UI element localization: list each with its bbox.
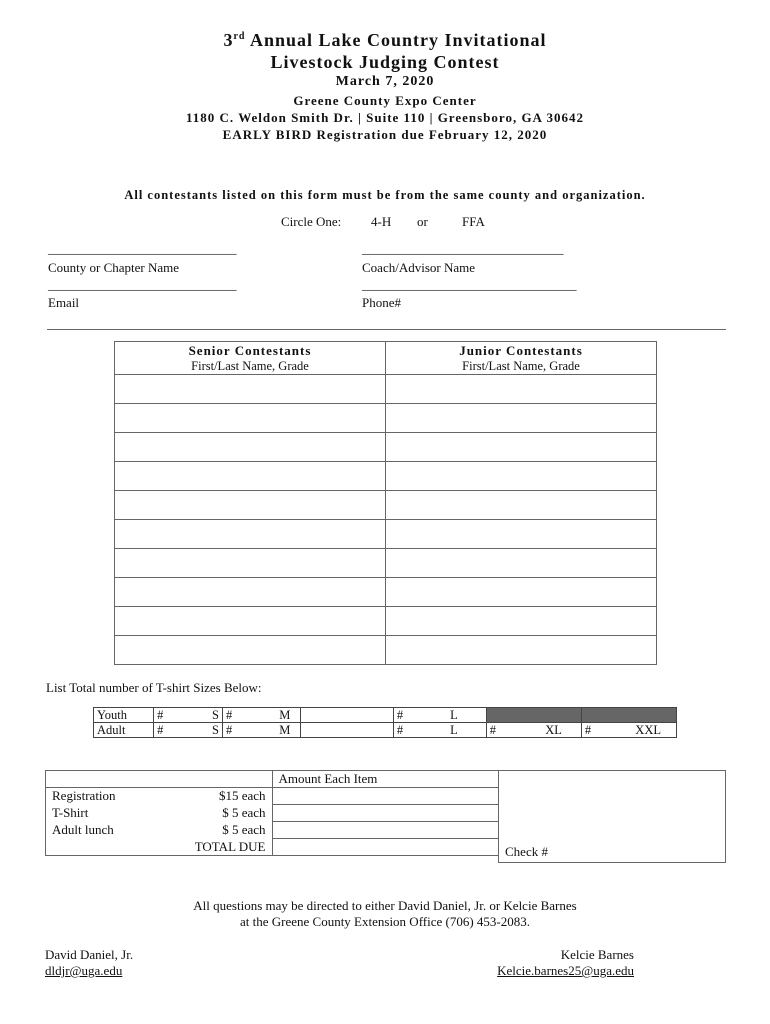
roster-row <box>115 462 657 491</box>
junior-name-cell[interactable] <box>386 491 657 520</box>
junior-name-cell[interactable] <box>386 636 657 665</box>
youth-xxl-na <box>581 708 676 723</box>
lunch-amount[interactable] <box>272 822 499 839</box>
youth-label: Youth <box>94 708 154 723</box>
form-title: 3rd Annual Lake Country Invitational <box>223 30 547 50</box>
adult-l-count[interactable]: # L <box>393 723 486 738</box>
contact-2-email-link[interactable]: Kelcie.barnes25@uga.edu <box>497 963 634 978</box>
coach-name-line[interactable]: _______________________________ <box>362 241 564 256</box>
contact-1-name: David Daniel, Jr. <box>45 947 134 962</box>
junior-name-cell[interactable] <box>386 549 657 578</box>
payment-blank-header <box>46 771 273 788</box>
adult-xl-count[interactable]: # XL <box>486 723 581 738</box>
senior-name-cell[interactable] <box>115 491 386 520</box>
total-due-label: TOTAL DUE <box>46 839 273 856</box>
junior-name-cell[interactable] <box>386 607 657 636</box>
total-due-amount[interactable] <box>272 839 499 856</box>
phone-line[interactable]: _________________________________ <box>362 277 577 292</box>
junior-name-cell[interactable] <box>386 404 657 433</box>
senior-name-cell[interactable] <box>115 607 386 636</box>
adult-m-count[interactable]: # M <box>222 723 300 738</box>
option-4h[interactable]: 4-H <box>371 214 392 229</box>
youth-s-count[interactable]: # S <box>154 708 223 723</box>
youth-l-count[interactable]: # L <box>393 708 486 723</box>
senior-name-cell[interactable] <box>115 578 386 607</box>
contact-2-name: Kelcie Barnes <box>560 947 634 962</box>
junior-name-cell[interactable] <box>386 578 657 607</box>
junior-column-header: Junior Contestants First/Last Name, Grade <box>386 342 657 375</box>
venue-name: Greene County Expo Center <box>293 93 477 108</box>
tshirt-sizes-label: List Total number of T-shirt Sizes Below: <box>46 680 262 695</box>
tshirt-amount[interactable] <box>272 805 499 822</box>
adult-label: Adult <box>94 723 154 738</box>
tshirt-row: T-Shirt $ 5 each <box>46 805 273 822</box>
amount-header: Amount Each Item <box>272 771 499 788</box>
contestant-roster-table <box>114 341 657 665</box>
event-date: March 7, 2020 <box>335 74 435 89</box>
registration-amount[interactable] <box>272 788 499 805</box>
tshirt-size-table <box>93 707 677 738</box>
senior-name-cell[interactable] <box>115 520 386 549</box>
contact-1-email-link[interactable]: dldjr@uga.edu <box>45 963 123 978</box>
youth-m-space <box>300 708 393 723</box>
check-box[interactable] <box>498 770 726 863</box>
adult-m-space <box>300 723 393 738</box>
roster-row <box>115 433 657 462</box>
junior-name-cell[interactable] <box>386 520 657 549</box>
section-divider <box>47 329 726 330</box>
county-name-line[interactable]: _____________________________ <box>48 241 237 256</box>
youth-xl-na <box>486 708 581 723</box>
roster-row <box>115 404 657 433</box>
coach-name-label: Coach/Advisor Name <box>362 260 476 275</box>
or-text: or <box>417 214 428 229</box>
junior-name-cell[interactable] <box>386 375 657 404</box>
email-line[interactable]: _____________________________ <box>48 277 237 292</box>
roster-row <box>115 607 657 636</box>
senior-name-cell[interactable] <box>115 462 386 491</box>
roster-row <box>115 578 657 607</box>
check-number-label: Check # <box>505 844 548 859</box>
senior-name-cell[interactable] <box>115 404 386 433</box>
senior-name-cell[interactable] <box>115 375 386 404</box>
same-county-notice: All contestants listed on this form must be from the same county and organization. <box>124 188 646 202</box>
senior-column-header: Senior Contestants First/Last Name, Grade <box>115 342 386 375</box>
youth-m-count[interactable]: # M <box>222 708 300 723</box>
phone-label: Phone# <box>362 295 401 310</box>
questions-line-1: All questions may be directed to either David Daniel, Jr. or Kelcie Barnes <box>193 898 577 913</box>
adult-xxl-count[interactable]: # XXL <box>581 723 676 738</box>
senior-name-cell[interactable] <box>115 433 386 462</box>
junior-name-cell[interactable] <box>386 462 657 491</box>
registration-deadline: EARLY BIRD Registration due February 12, 2020 <box>222 127 548 142</box>
roster-row <box>115 549 657 578</box>
form-subtitle: Livestock Judging Contest <box>270 52 500 72</box>
roster-row <box>115 636 657 665</box>
email-label: Email <box>48 295 80 310</box>
roster-row <box>115 520 657 549</box>
senior-name-cell[interactable] <box>115 636 386 665</box>
roster-row <box>115 491 657 520</box>
circle-one-label: Circle One: <box>281 214 342 229</box>
senior-name-cell[interactable] <box>115 549 386 578</box>
registration-row: Registration $15 each <box>46 788 273 805</box>
junior-name-cell[interactable] <box>386 433 657 462</box>
county-name-label: County or Chapter Name <box>48 260 180 275</box>
payment-table <box>45 770 499 856</box>
lunch-row: Adult lunch $ 5 each <box>46 822 273 839</box>
adult-s-count[interactable]: # S <box>154 723 223 738</box>
roster-row <box>115 375 657 404</box>
option-ffa[interactable]: FFA <box>462 214 485 229</box>
questions-line-2: at the Greene County Extension Office (706) 453-2083. <box>239 914 531 929</box>
venue-address: 1180 C. Weldon Smith Dr. | Suite 110 | Greensboro, GA 30642 <box>186 110 584 125</box>
